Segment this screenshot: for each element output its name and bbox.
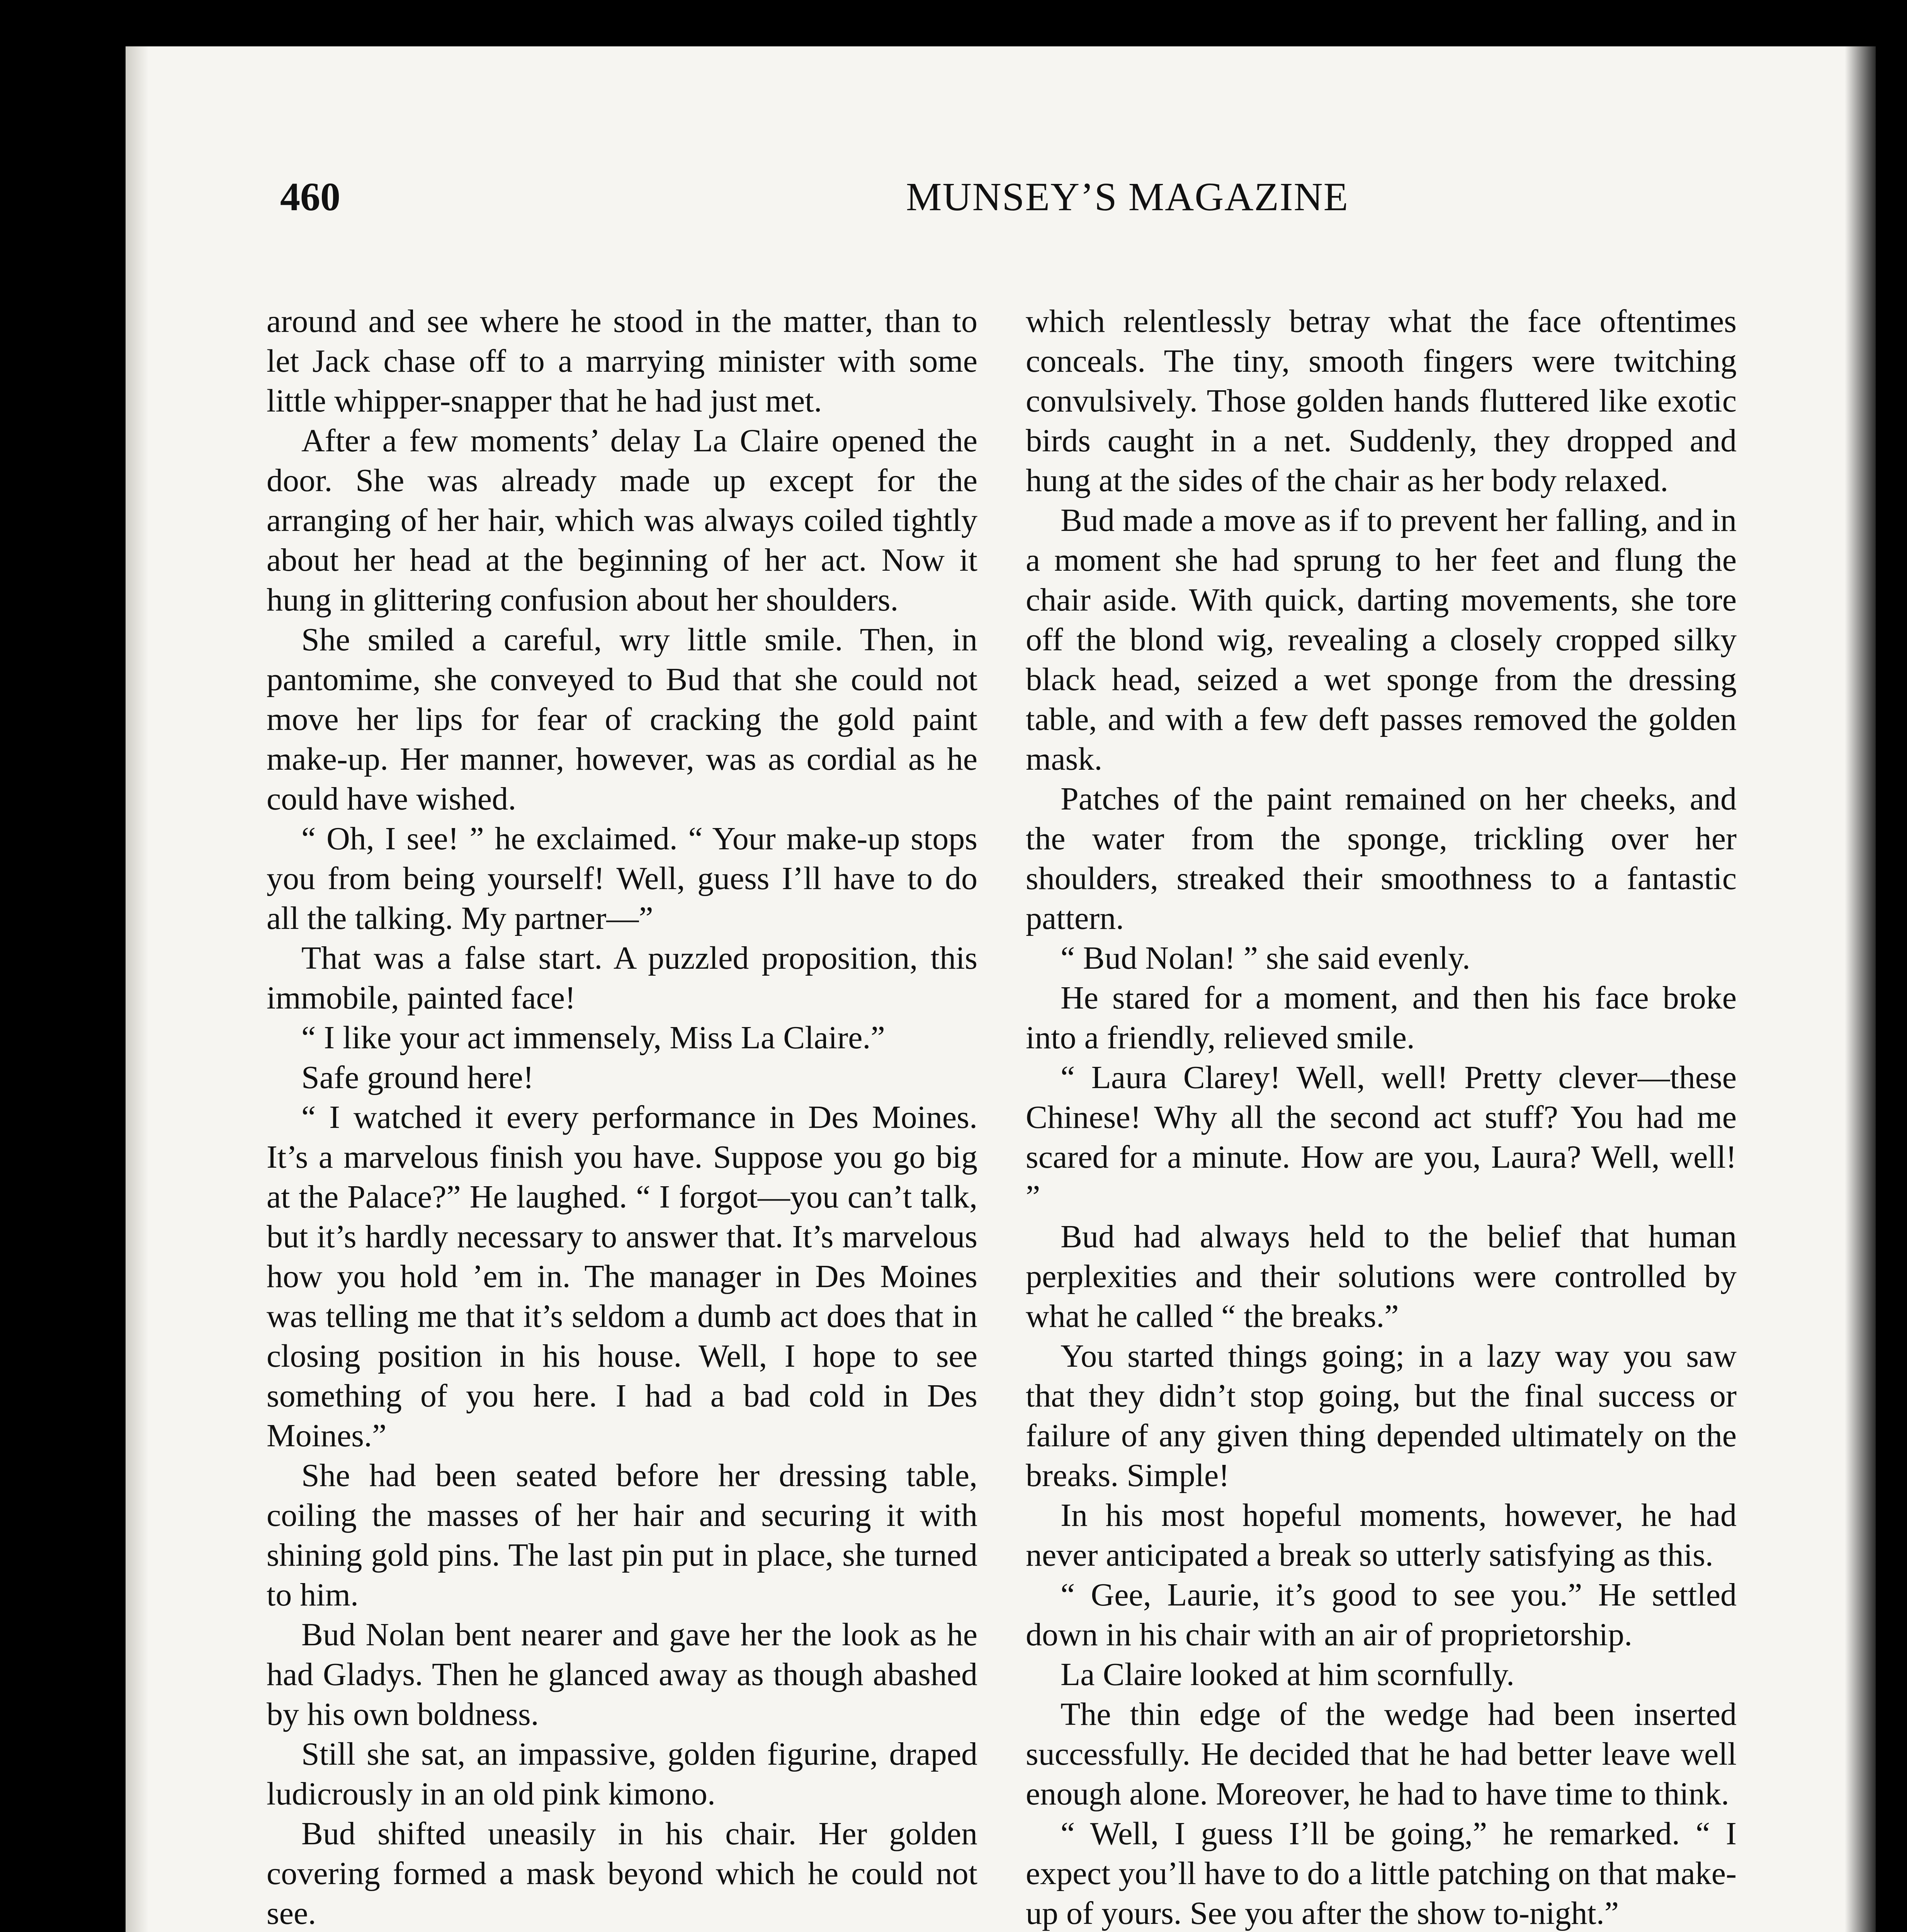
paragraph: Bud had always held to the belief that human perplexities and their solutions were controlled by what he called “ the breaks.” — [1026, 1219, 1737, 1334]
page-header — [280, 174, 1748, 232]
paragraph: Patches of the paint remained on her cheeks, and the water from the sponge, trickling over her shoulders, streaked their smoothness to a fantastic pattern. — [1026, 781, 1737, 936]
right-column — [1026, 301, 1737, 1932]
paragraph: La Claire looked at him scornfully. — [1061, 1656, 1514, 1692]
paragraph: Bud made a move as if to prevent her falling, and in a moment she had sprung to her feet and flung the chair aside. With quick, darting movements, she tore off the blond wig, revealing a closely cropped silky black head, seized a wet sponge from the dressing table, and with a few deft passes removed the golden mask. — [1026, 502, 1737, 777]
paragraph: “ Bud Nolan! ” she said evenly. — [1061, 940, 1470, 976]
paragraph: The thin edge of the wedge had been inserted successfully. He decided that he had better leave well enough alone. Moreover, he had to have time to think. — [1026, 1696, 1737, 1812]
paragraph: That was a false start. A puzzled proposition, this immobile, painted face! — [267, 940, 977, 1016]
running-title: MUNSEY’S MAGAZINE — [906, 175, 1349, 219]
paragraph: After a few moments’ delay La Claire opened the door. She was already made up except for the arranging of her hair, which was always coiled tightly about her head at the beginning of her act. Now it hung in glittering confusion about her shoulders. — [267, 423, 977, 618]
paragraph: “ Gee, Laurie, it’s good to see you.” He settled down in his chair with an air of proprietorship. — [1026, 1577, 1737, 1653]
paragraph: She had been seated before her dressing table, coiling the masses of her hair and securing it with shining gold pins. The last pin put in place, she turned to him. — [267, 1458, 977, 1613]
gutter-shadow — [126, 46, 149, 1932]
paragraph: She smiled a careful, wry little smile. Then, in pantomime, she conveyed to Bud that she could not move her lips for fear of cracking the gold paint make-up. Her manner, however, was as cordial as he could have wished. — [267, 622, 977, 817]
left-column — [267, 301, 977, 1932]
page-edge-shadow — [1845, 46, 1876, 1932]
paragraph: Safe ground here! — [301, 1060, 534, 1095]
paragraph: Still she sat, an impassive, golden figurine, draped ludicrously in an old pink kimono. — [267, 1736, 977, 1812]
magazine-page — [126, 46, 1876, 1932]
page-number: 460 — [280, 175, 340, 219]
paragraph: “ Oh, I see! ” he exclaimed. “ Your make-up stops you from being yourself! Well, guess I’ll have to do all the talking. My partner—” — [267, 821, 977, 936]
paragraph: which relentlessly betray what the face oftentimes conceals. The tiny, smooth fingers were twitching convulsively. Those golden hands fluttered like exotic birds caught in a net. Suddenly, they dropped and hung at the sides of the chair as her body relaxed. — [1026, 303, 1737, 498]
paragraph: Bud Nolan bent nearer and gave her the look as he had Gladys. Then he glanced away as though abashed by his own boldness. — [267, 1617, 977, 1732]
paragraph: around and see where he stood in the matter, than to let Jack chase off to a marrying minister with some little whipper-snapper that he had just met. — [267, 303, 977, 419]
paragraph: “ Well, I guess I’ll be going,” he remarked. “ I expect you’ll have to do a little patching on that make-up of yours. See you after the show to-night.” — [1026, 1816, 1737, 1931]
paragraph: “ Laura Clarey! Well, well! Pretty clever—these Chinese! Why all the second act stuff? You had me scared for a minute. How are you, Laura? Well, well! ” — [1026, 1060, 1737, 1215]
paragraph: “ I like your act immensely, Miss La Claire.” — [301, 1020, 885, 1056]
paragraph: You started things going; in a lazy way you saw that they didn’t stop going, but the final success or failure of any given thing depended ultimately on the breaks. Simple! — [1026, 1338, 1737, 1493]
paragraph: In his most hopeful moments, however, he had never anticipated a break so utterly satisfying as this. — [1026, 1497, 1737, 1573]
paragraph: “ I watched it every performance in Des Moines. It’s a marvelous finish you have. Suppose you go big at the Palace?” He laughed. “ I forgot—you can’t talk, but it’s hardly necessary to answer that. It’s marvelous how you hold ’em in. The manager in Des Moines was telling me that it’s seldom a dumb act does that in closing position in his house. Well, I hope to see something of you here. I had a bad cold in Des Moines.” — [267, 1099, 977, 1454]
paragraph: Bud shifted uneasily in his chair. Her golden covering formed a mask beyond which he could not see. — [267, 1816, 977, 1931]
paragraph: He stared for a moment, and then his face broke into a friendly, relieved smile. — [1026, 980, 1737, 1056]
